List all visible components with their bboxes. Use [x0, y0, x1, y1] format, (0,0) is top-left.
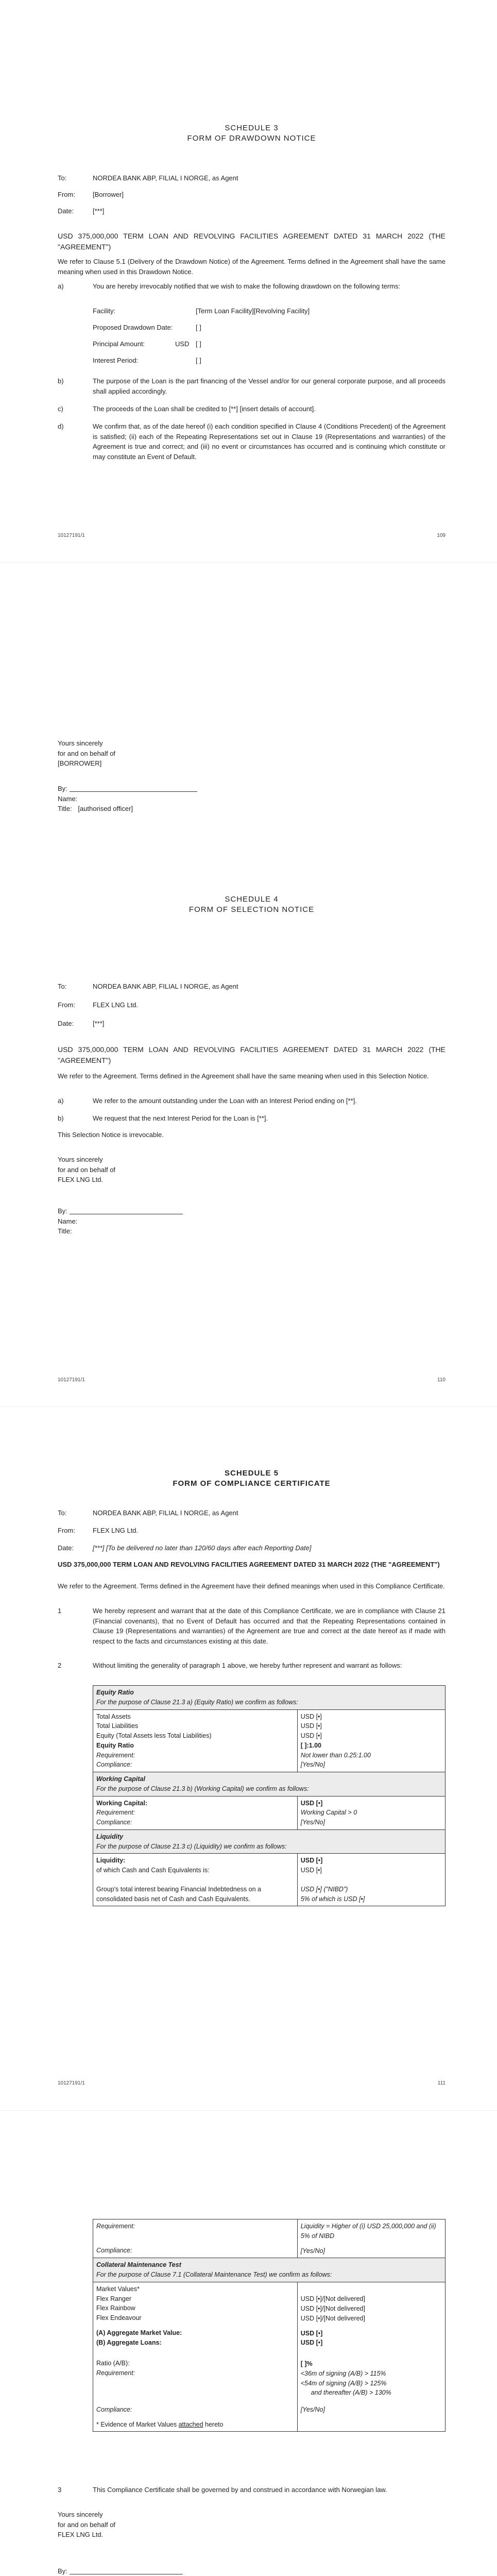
footer-reference: 10127191/1	[58, 2080, 85, 2086]
equity-ratio-header-row	[93, 1686, 445, 1710]
principal-amount-value: [ ]	[196, 340, 201, 348]
liquidity-values	[297, 1854, 445, 1906]
compliance-label: Compliance:	[96, 1761, 132, 1769]
item-d-number: d)	[58, 422, 64, 430]
total-liabilities-label: Total Liabilities	[96, 1722, 139, 1730]
page-schedule-4	[0, 563, 497, 1406]
ratio-requirement-2: <54m of signing (A/B) > 125%	[300, 2379, 387, 2387]
signing-party: [BORROWER]	[58, 759, 102, 767]
signature-block-flex	[58, 1155, 264, 1185]
requirement-value: Liquidity = Higher of (i) USD 25,000,000 and (ii) 5% of NIBD	[300, 2223, 436, 2240]
liquidity-row	[93, 1854, 445, 1906]
working-capital-labels	[93, 1796, 298, 1829]
working-capital-label: Working Capital:	[96, 1799, 148, 1807]
intro-paragraph: We refer to the Agreement. Terms defined in the Agreement have their defined meanings when used in this Compliance Certificate.	[58, 1582, 445, 1590]
item-1-number: 1	[58, 1607, 62, 1615]
equity-ratio-labels	[93, 1709, 298, 1772]
facility-value: [Term Loan Facility][Revolving Facility]	[196, 307, 310, 315]
item-2	[58, 1660, 445, 1681]
title-label: Title:	[58, 805, 72, 812]
compliance-label: Compliance:	[96, 2246, 132, 2254]
by-line	[58, 1206, 264, 1216]
title-line	[58, 804, 264, 814]
interest-period-field	[93, 355, 201, 366]
to-value: NORDEA BANK ABP, FILIAL I NORGE, as Agent	[93, 982, 238, 990]
requirement-value: Working Capital > 0	[300, 1809, 357, 1817]
total-assets-value: USD [•]	[300, 1713, 322, 1720]
to-value: NORDEA BANK ABP, FILIAL I NORGE, as Agent	[93, 174, 238, 182]
requirement-label: Requirement:	[96, 2223, 135, 2230]
ratio-value: [ ]%	[300, 2360, 313, 2367]
item-b-text: We request that the next Interest Period for the Loan is [**].	[93, 1114, 268, 1122]
to-line	[58, 981, 445, 992]
intro-paragraph: We refer to the Agreement. Terms defined in the Agreement shall have the same meaning when used in this Selection Notice.	[58, 1072, 429, 1080]
vessel-flex-rainbow-value: USD [•]/[Not delivered]	[300, 2305, 365, 2312]
principal-amount-label: Principal Amount:	[93, 340, 145, 348]
date-value: [***]	[93, 1020, 105, 1027]
item-a	[58, 281, 445, 302]
working-capital-value: USD [•]	[300, 1799, 323, 1807]
signature-block-borrower	[58, 738, 264, 769]
proposed-drawdown-value: [ ]	[196, 324, 201, 331]
footer-reference: 10127191/1	[58, 533, 85, 538]
signature-lines	[58, 784, 264, 814]
aggregate-market-value: USD [•]	[300, 2329, 323, 2337]
equity-value: USD [•]	[300, 1732, 322, 1739]
working-capital-header-row	[93, 1772, 445, 1797]
proposed-drawdown-field	[93, 323, 201, 333]
signature-block-flex	[58, 2510, 264, 2540]
signature-lines	[58, 1206, 264, 1236]
footer-reference: 10127191/1	[58, 1377, 85, 1383]
working-capital-row	[93, 1796, 445, 1829]
name-label: Name:	[58, 794, 78, 803]
liquidity-collateral-table	[93, 2219, 445, 2432]
requirement-label: Requirement:	[96, 1809, 135, 1817]
compliance-value: [Yes/No]	[300, 2247, 325, 2255]
page-schedule-5-continued	[0, 2111, 497, 2576]
yours-sincerely: Yours sincerely	[58, 2511, 103, 2518]
item-a	[58, 1096, 445, 1106]
from-label: From:	[58, 1001, 75, 1009]
evidence-prefix: * Evidence of Market Values	[96, 2420, 179, 2428]
principal-amount-field	[93, 339, 201, 349]
collateral-compliance-label: Compliance:	[96, 2405, 132, 2413]
item-2-number: 2	[58, 1662, 62, 1669]
liquidity-purpose: For the purpose of Clause 21.3 c) (Liquidity) we confirm as follows:	[96, 1842, 287, 1850]
yours-sincerely: Yours sincerely	[58, 1156, 103, 1163]
spacer	[96, 2378, 294, 2405]
collateral-title: Collateral Maintenance Test	[96, 2261, 181, 2269]
item-a-number: a)	[58, 282, 64, 290]
yours-sincerely: Yours sincerely	[58, 739, 103, 747]
item-d	[58, 421, 445, 463]
title-label: Title:	[58, 1227, 72, 1235]
facility-title: USD 375,000,000 TERM LOAN AND REVOLVING FACILITIES AGREEMENT DATED 31 MARCH 2022 (THE "AGREEMENT")	[58, 1045, 445, 1064]
evidence-note	[96, 2420, 294, 2430]
item-1	[58, 1606, 445, 1655]
ratio-requirement-label: Requirement:	[96, 2369, 135, 2377]
by-label: By:	[58, 2567, 67, 2575]
item-b-number: b)	[58, 377, 64, 385]
by-label: By:	[58, 1207, 67, 1215]
spacer	[301, 2348, 442, 2359]
item-1-text: We hereby represent and warrant that at the date of this Compliance Certificate, we are in compliance with Clause 21 (Financial covenants), that no Event of Default has occurred and that the Repeating Representations contained in Clause 19 (Representations and warranties) of the Agreement are true and correct at the date hereof as if made with respect to the facts and circumstances existing at this date.	[93, 1607, 445, 1645]
liquidity-value: USD [•]	[300, 1857, 323, 1865]
liquidity-labels	[93, 1854, 298, 1906]
date-value: [***]	[93, 207, 105, 215]
date-line	[58, 1543, 445, 1553]
signature-lines	[58, 2566, 264, 2576]
on-behalf-of: for and on behalf of	[58, 2520, 116, 2529]
equity-ratio-purpose: For the purpose of Clause 21.3 a) (Equity Ratio) we confirm as follows:	[96, 1698, 298, 1706]
liquidity-requirement-values	[297, 2219, 445, 2258]
cash-equivalents-label: of which Cash and Cash Equivalents is:	[96, 1867, 210, 1874]
item-c-number: c)	[58, 405, 63, 413]
irrevocable-statement: This Selection Notice is irrevocable.	[58, 1131, 164, 1139]
vessel-flex-endeavour-label: Flex Endeavour	[96, 2314, 142, 2321]
collateral-header	[93, 2258, 445, 2282]
equity-label: Equity (Total Assets less Total Liabilities)	[96, 1732, 212, 1739]
date-line	[58, 206, 445, 216]
working-capital-values	[297, 1796, 445, 1829]
requirement-label: Requirement:	[96, 1751, 135, 1759]
item-2-text: Without limiting the generality of paragraph 1 above, we hereby further represent and warrant as follows:	[93, 1662, 402, 1669]
from-label: From:	[58, 191, 75, 198]
on-behalf-of: for and on behalf of	[58, 749, 116, 757]
by-line	[58, 784, 264, 794]
item-b	[58, 376, 445, 397]
equity-ratio-value: [ ]:1.00	[300, 1741, 322, 1749]
schedule-5-heading: SCHEDULE 5	[224, 1469, 279, 1478]
vessel-flex-rainbow-label: Flex Rainbow	[96, 2304, 135, 2312]
ratio-label: Ratio (A/B):	[96, 2360, 130, 2367]
proposed-drawdown-label: Proposed Drawdown Date:	[93, 324, 173, 331]
collateral-labels	[93, 2282, 298, 2432]
liquidity-header	[93, 1829, 445, 1854]
spacer	[301, 2284, 442, 2295]
from-value: FLEX LNG Ltd.	[93, 1527, 139, 1534]
facility-label: Facility:	[93, 307, 116, 315]
liquidity-title: Liquidity	[96, 1833, 124, 1840]
date-line	[58, 1019, 445, 1029]
item-b-text: The purpose of the Loan is the part financing of the Vessel and/or for our general corporate purpose, and all proceeds shall applied accordingly.	[93, 377, 445, 395]
item-3-number: 3	[58, 2486, 62, 2494]
market-values-label: Market Values*	[96, 2285, 140, 2293]
compliance-table-1	[93, 1685, 445, 1906]
total-assets-label: Total Assets	[96, 1713, 131, 1720]
date-label: Date:	[58, 1020, 74, 1027]
nibd-label: Group's total interest bearing Financial Indebtedness on a consolidated basis net of Cash and Cash Equivalents.	[96, 1885, 261, 1903]
to-label: To:	[58, 982, 67, 990]
vessel-flex-endeavour-value: USD [•]/[Not delivered]	[300, 2314, 365, 2322]
interest-period-label: Interest Period:	[93, 357, 139, 364]
vessel-flex-ranger-value: USD [•]/[Not delivered]	[300, 2295, 365, 2303]
ratio-requirement-3: and thereafter (A/B) > 130%	[311, 2389, 391, 2397]
principal-currency: USD	[175, 340, 190, 348]
total-liabilities-value: USD [•]	[300, 1722, 322, 1730]
collateral-compliance-value: [Yes/No]	[300, 2406, 325, 2413]
liquidity-header-row	[93, 1829, 445, 1854]
item-b-number: b)	[58, 1114, 64, 1122]
by-label: By:	[58, 785, 67, 792]
collateral-row	[93, 2282, 445, 2432]
item-d-text: We confirm that, as of the date hereof (i) each condition specified in Clause 4 (Conditions Precedent) of the Agreement is satisfied; (ii) each of the Repeating Representations set out in Clause 19 (Representations and warranties) of the Agreement is true and correct; and (iii) no event or circumstances has occurred and is continuing which constitute or may constitute an Event of Default.	[93, 422, 445, 461]
to-line	[58, 1508, 445, 1518]
spacer	[301, 2398, 442, 2405]
cash-equivalents-value: USD [•]	[300, 1867, 322, 1874]
signature-rule	[70, 791, 197, 792]
schedule-3-heading: SCHEDULE 3	[225, 124, 279, 132]
item-3	[58, 2485, 445, 2505]
evidence-attached: attached	[178, 2420, 203, 2428]
footer-page-number: 110	[437, 1377, 445, 1383]
working-capital-purpose: For the purpose of Clause 21.3 b) (Working Capital) we confirm as follows:	[96, 1785, 309, 1792]
requirement-value: Not lower than 0.25:1.00	[300, 1751, 371, 1759]
from-label: From:	[58, 1527, 75, 1534]
item-b	[58, 1113, 445, 1124]
financial-covenants-table	[93, 1685, 445, 1906]
equity-ratio-header	[93, 1686, 445, 1710]
facility-field	[93, 306, 310, 316]
aggregate-loans-label: (B) Aggregate Loans:	[96, 2338, 162, 2346]
equity-ratio-row	[93, 1709, 445, 1772]
equity-ratio-title: Equity Ratio	[96, 1689, 134, 1696]
compliance-value: [Yes/No]	[300, 1819, 325, 1826]
spacer	[301, 2324, 442, 2329]
intro-paragraph: We refer to Clause 5.1 (Delivery of the Drawdown Notice) of the Agreement. Terms defined in the Agreement shall have the same meaning when used in this Drawdown Notice.	[58, 258, 445, 276]
equity-ratio-values	[297, 1709, 445, 1772]
page-schedule-5	[0, 1407, 497, 2110]
spacer	[96, 2415, 294, 2420]
spacer	[96, 2231, 294, 2241]
item-a-text: We refer to the amount outstanding under the Loan with an Interest Period ending on [**].	[93, 1097, 357, 1105]
to-value: NORDEA BANK ABP, FILIAL I NORGE, as Agent	[93, 1509, 238, 1517]
page-schedule-3	[0, 0, 497, 563]
compliance-value: [Yes/No]	[300, 1761, 325, 1769]
from-line	[58, 1526, 445, 1536]
vessel-flex-ranger-label: Flex Ranger	[96, 2295, 132, 2302]
to-label: To:	[58, 1509, 67, 1517]
liquidity-label: Liquidity:	[96, 1857, 126, 1865]
aggregate-loans-value: USD [•]	[300, 2339, 323, 2347]
from-line	[58, 1000, 445, 1010]
equity-ratio-label: Equity Ratio	[96, 1741, 134, 1749]
facility-title: USD 375,000,000 TERM LOAN AND REVOLVING FACILITIES AGREEMENT DATED 31 MARCH 2022 (THE "AGREEMENT")	[58, 1561, 440, 1568]
footer-page-number: 109	[437, 533, 445, 538]
item-a-number: a)	[58, 1097, 64, 1105]
schedule-3-subheading: FORM OF DRAWDOWN NOTICE	[187, 134, 316, 143]
from-value: [Borrower]	[93, 191, 124, 198]
nibd-value: USD [•] ("NIBD")	[300, 1885, 348, 1893]
from-value: FLEX LNG Ltd.	[93, 1001, 139, 1009]
footer-page-number: 111	[437, 2080, 445, 2086]
nibd-five-percent: 5% of which is USD [•]	[300, 1895, 365, 1903]
title-value: [authorised officer]	[78, 805, 133, 812]
spacer	[96, 2347, 294, 2359]
working-capital-title: Working Capital	[96, 1775, 145, 1783]
spacer	[96, 1875, 294, 1885]
facility-title: USD 375,000,000 TERM LOAN AND REVOLVING FACILITIES AGREEMENT DATED 31 MARCH 2022 (THE "AGREEMENT")	[58, 232, 445, 251]
schedule-4-subheading: FORM OF SELECTION NOTICE	[188, 905, 315, 914]
interest-period-value: [ ]	[196, 357, 201, 364]
by-line	[58, 2566, 264, 2576]
collateral-purpose: For the purpose of Clause 7.1 (Collateral Maintenance Test) we confirm as follows:	[96, 2271, 332, 2278]
item-c-text: The proceeds of the Loan shall be credited to [**] [insert details of account].	[93, 405, 316, 413]
compliance-label: Compliance:	[96, 1819, 132, 1826]
to-line	[58, 173, 445, 183]
spacer	[96, 2323, 294, 2328]
liquidity-requirement-labels	[93, 2219, 298, 2258]
evidence-suffix: hereto	[203, 2420, 224, 2428]
from-line	[58, 190, 445, 200]
date-value: [***] [To be delivered no later than 120/60 days after each Reporting Date]	[93, 1544, 312, 1552]
signing-party: FLEX LNG Ltd.	[58, 1176, 104, 1183]
collateral-header-row	[93, 2258, 445, 2282]
ratio-requirement-1: <36m of signing (A/B) > 115%	[300, 2369, 386, 2377]
signing-party: FLEX LNG Ltd.	[58, 2531, 104, 2538]
working-capital-header	[93, 1772, 445, 1797]
name-label: Name:	[58, 1217, 78, 1225]
compliance-table-2	[93, 2219, 445, 2432]
date-label: Date:	[58, 207, 74, 215]
item-a-text: You are hereby irrevocably notified that we wish to make the following drawdown on the following terms:	[93, 282, 401, 290]
collateral-values	[297, 2282, 445, 2432]
item-3-text: This Compliance Certificate shall be governed by and construed in accordance with Norwegian law.	[93, 2486, 387, 2494]
to-label: To:	[58, 174, 67, 182]
schedule-4-heading: SCHEDULE 4	[225, 895, 279, 904]
item-c	[58, 404, 445, 414]
liquidity-requirement-row	[93, 2219, 445, 2258]
aggregate-market-value-label: (A) Aggregate Market Value:	[96, 2329, 182, 2336]
date-label: Date:	[58, 1544, 74, 1552]
schedule-5-subheading: FORM OF COMPLIANCE CERTIFICATE	[173, 1479, 331, 1488]
spacer	[301, 1875, 442, 1885]
on-behalf-of: for and on behalf of	[58, 1165, 116, 1174]
